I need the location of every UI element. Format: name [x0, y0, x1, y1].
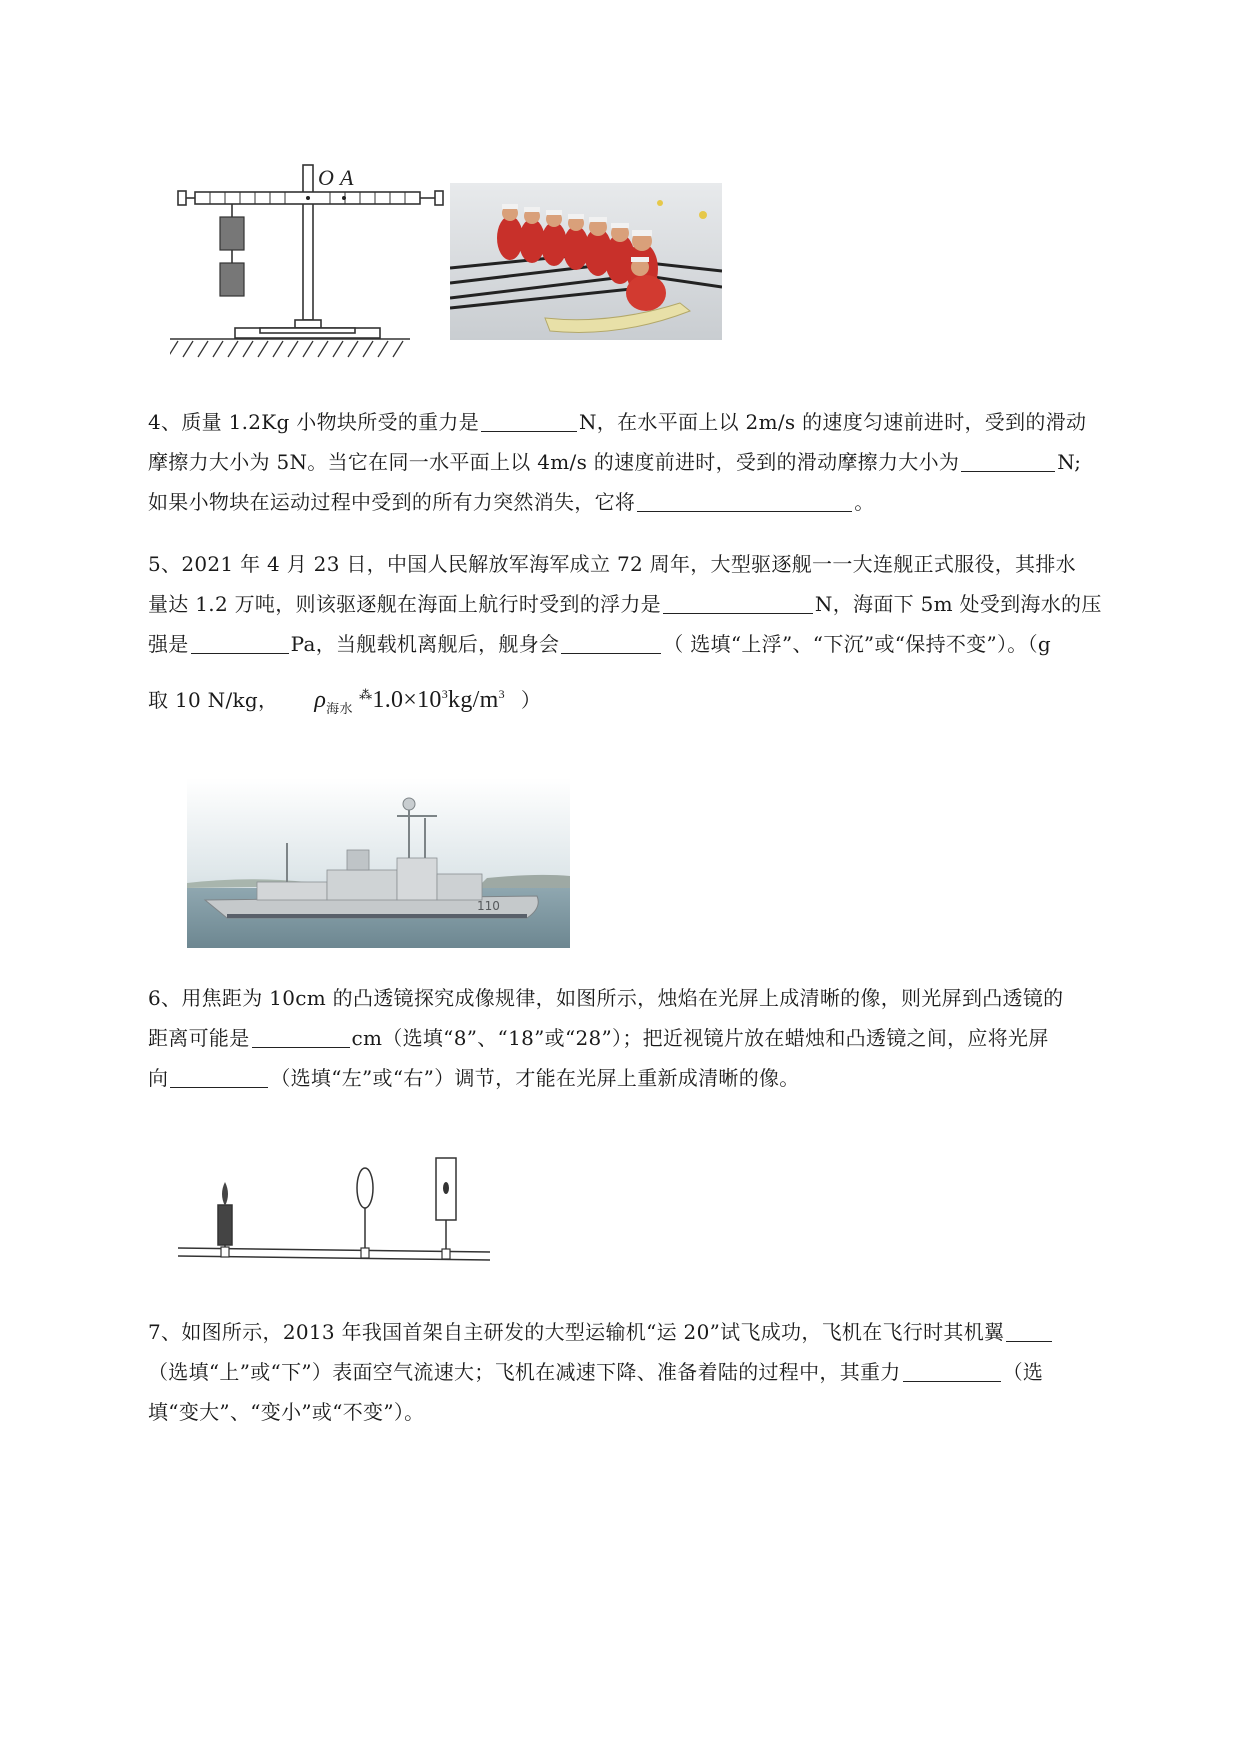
q7-text: （选填“上”或“下”）表面空气流速大；飞机在减速下降、准备着陆的过程中，其重力: [148, 1360, 901, 1384]
q5-text: 强是: [148, 632, 189, 656]
q4-text: 如果小物块在运动过程中受到的所有力突然消失，它将: [148, 490, 636, 514]
q4-text: 。: [854, 490, 875, 514]
q5-text: Pa，当舰载机离舰后，舰身会: [290, 632, 560, 656]
q4-text: N，在水平面上以 2m/s 的速度匀速前进时，受到的滑动: [579, 410, 1087, 434]
question-5: [148, 544, 1168, 739]
q6-text: 向: [148, 1066, 169, 1090]
q4-text: N;: [1057, 450, 1082, 474]
answer-blank[interactable]: [663, 591, 813, 614]
q6-text: 6、用焦距为 10cm 的凸透镜探究成像规律，如图所示，烛焰在光屏上成清晰的像，则光屏到凸透镜的: [148, 986, 1064, 1010]
q6-text: 距离可能是: [148, 1026, 250, 1050]
answer-blank[interactable]: [561, 631, 661, 654]
q7-text: 7、如图所示，2013 年我国首架自主研发的大型运输机“运 20”试飞成功，飞机在飞行时其机翼: [148, 1320, 1005, 1344]
q5-text: N，海面下 5m 处受到海水的压: [814, 592, 1102, 616]
answer-blank[interactable]: [1006, 1319, 1052, 1342]
answer-blank[interactable]: [252, 1025, 350, 1048]
optical-bench-diagram: [178, 1150, 498, 1275]
answer-blank[interactable]: [170, 1065, 268, 1088]
q5-text: 5、2021 年 4 月 23 日，中国人民解放军海军成立 72 周年，大型驱逐舰一一大连舰正式服役，其排水: [148, 552, 1076, 576]
answer-blank[interactable]: [961, 449, 1055, 472]
q4-text: 4、质量 1.2Kg 小物块所受的重力是: [148, 410, 479, 434]
answer-blank[interactable]: [637, 489, 852, 512]
destroyer-photo: [187, 778, 570, 948]
q7-text: （选: [1002, 1360, 1044, 1384]
hull-number: 110: [477, 899, 500, 913]
q5-text: 取 10 N/kg，: [148, 688, 279, 712]
lever-diagram: [170, 155, 455, 365]
rowing-photo: [450, 183, 722, 340]
question-6: [148, 978, 1168, 1098]
q7-text: 填“变大”、“变小”或“不变”）。: [148, 1400, 425, 1424]
q5-text: （ 选填“上浮”、“下沉”或“保持不变”）。（g: [663, 632, 1052, 656]
answer-blank[interactable]: [191, 631, 289, 654]
q6-text: （选填“左”或“右”）调节，才能在光屏上重新成清晰的像。: [270, 1066, 800, 1090]
q5-text: 量达 1.2 万吨，则该驱逐舰在海面上航行时受到的浮力是: [148, 592, 661, 616]
seawater-density-formula: $\rho_{海水}$ $^⁂1.0\times 10^3kg/m^3$: [314, 687, 505, 716]
weight-block: [220, 217, 244, 250]
q6-text: cm（选填“8”、“18”或“28”）；把近视镜片放在蜡烛和凸透镜之间，应将光屏: [351, 1026, 1049, 1050]
question-4: [148, 402, 1168, 522]
weight-block: [220, 263, 244, 296]
label-a: A: [340, 165, 354, 190]
q5-text: ）: [520, 688, 542, 712]
answer-blank[interactable]: [903, 1359, 1001, 1382]
label-o: O: [318, 165, 334, 190]
question-7: [148, 1312, 1168, 1432]
q4-text: 摩擦力大小为 5N。当它在同一水平面上以 4m/s 的速度前进时，受到的滑动摩擦力大小为: [148, 450, 960, 474]
answer-blank[interactable]: [481, 409, 577, 432]
